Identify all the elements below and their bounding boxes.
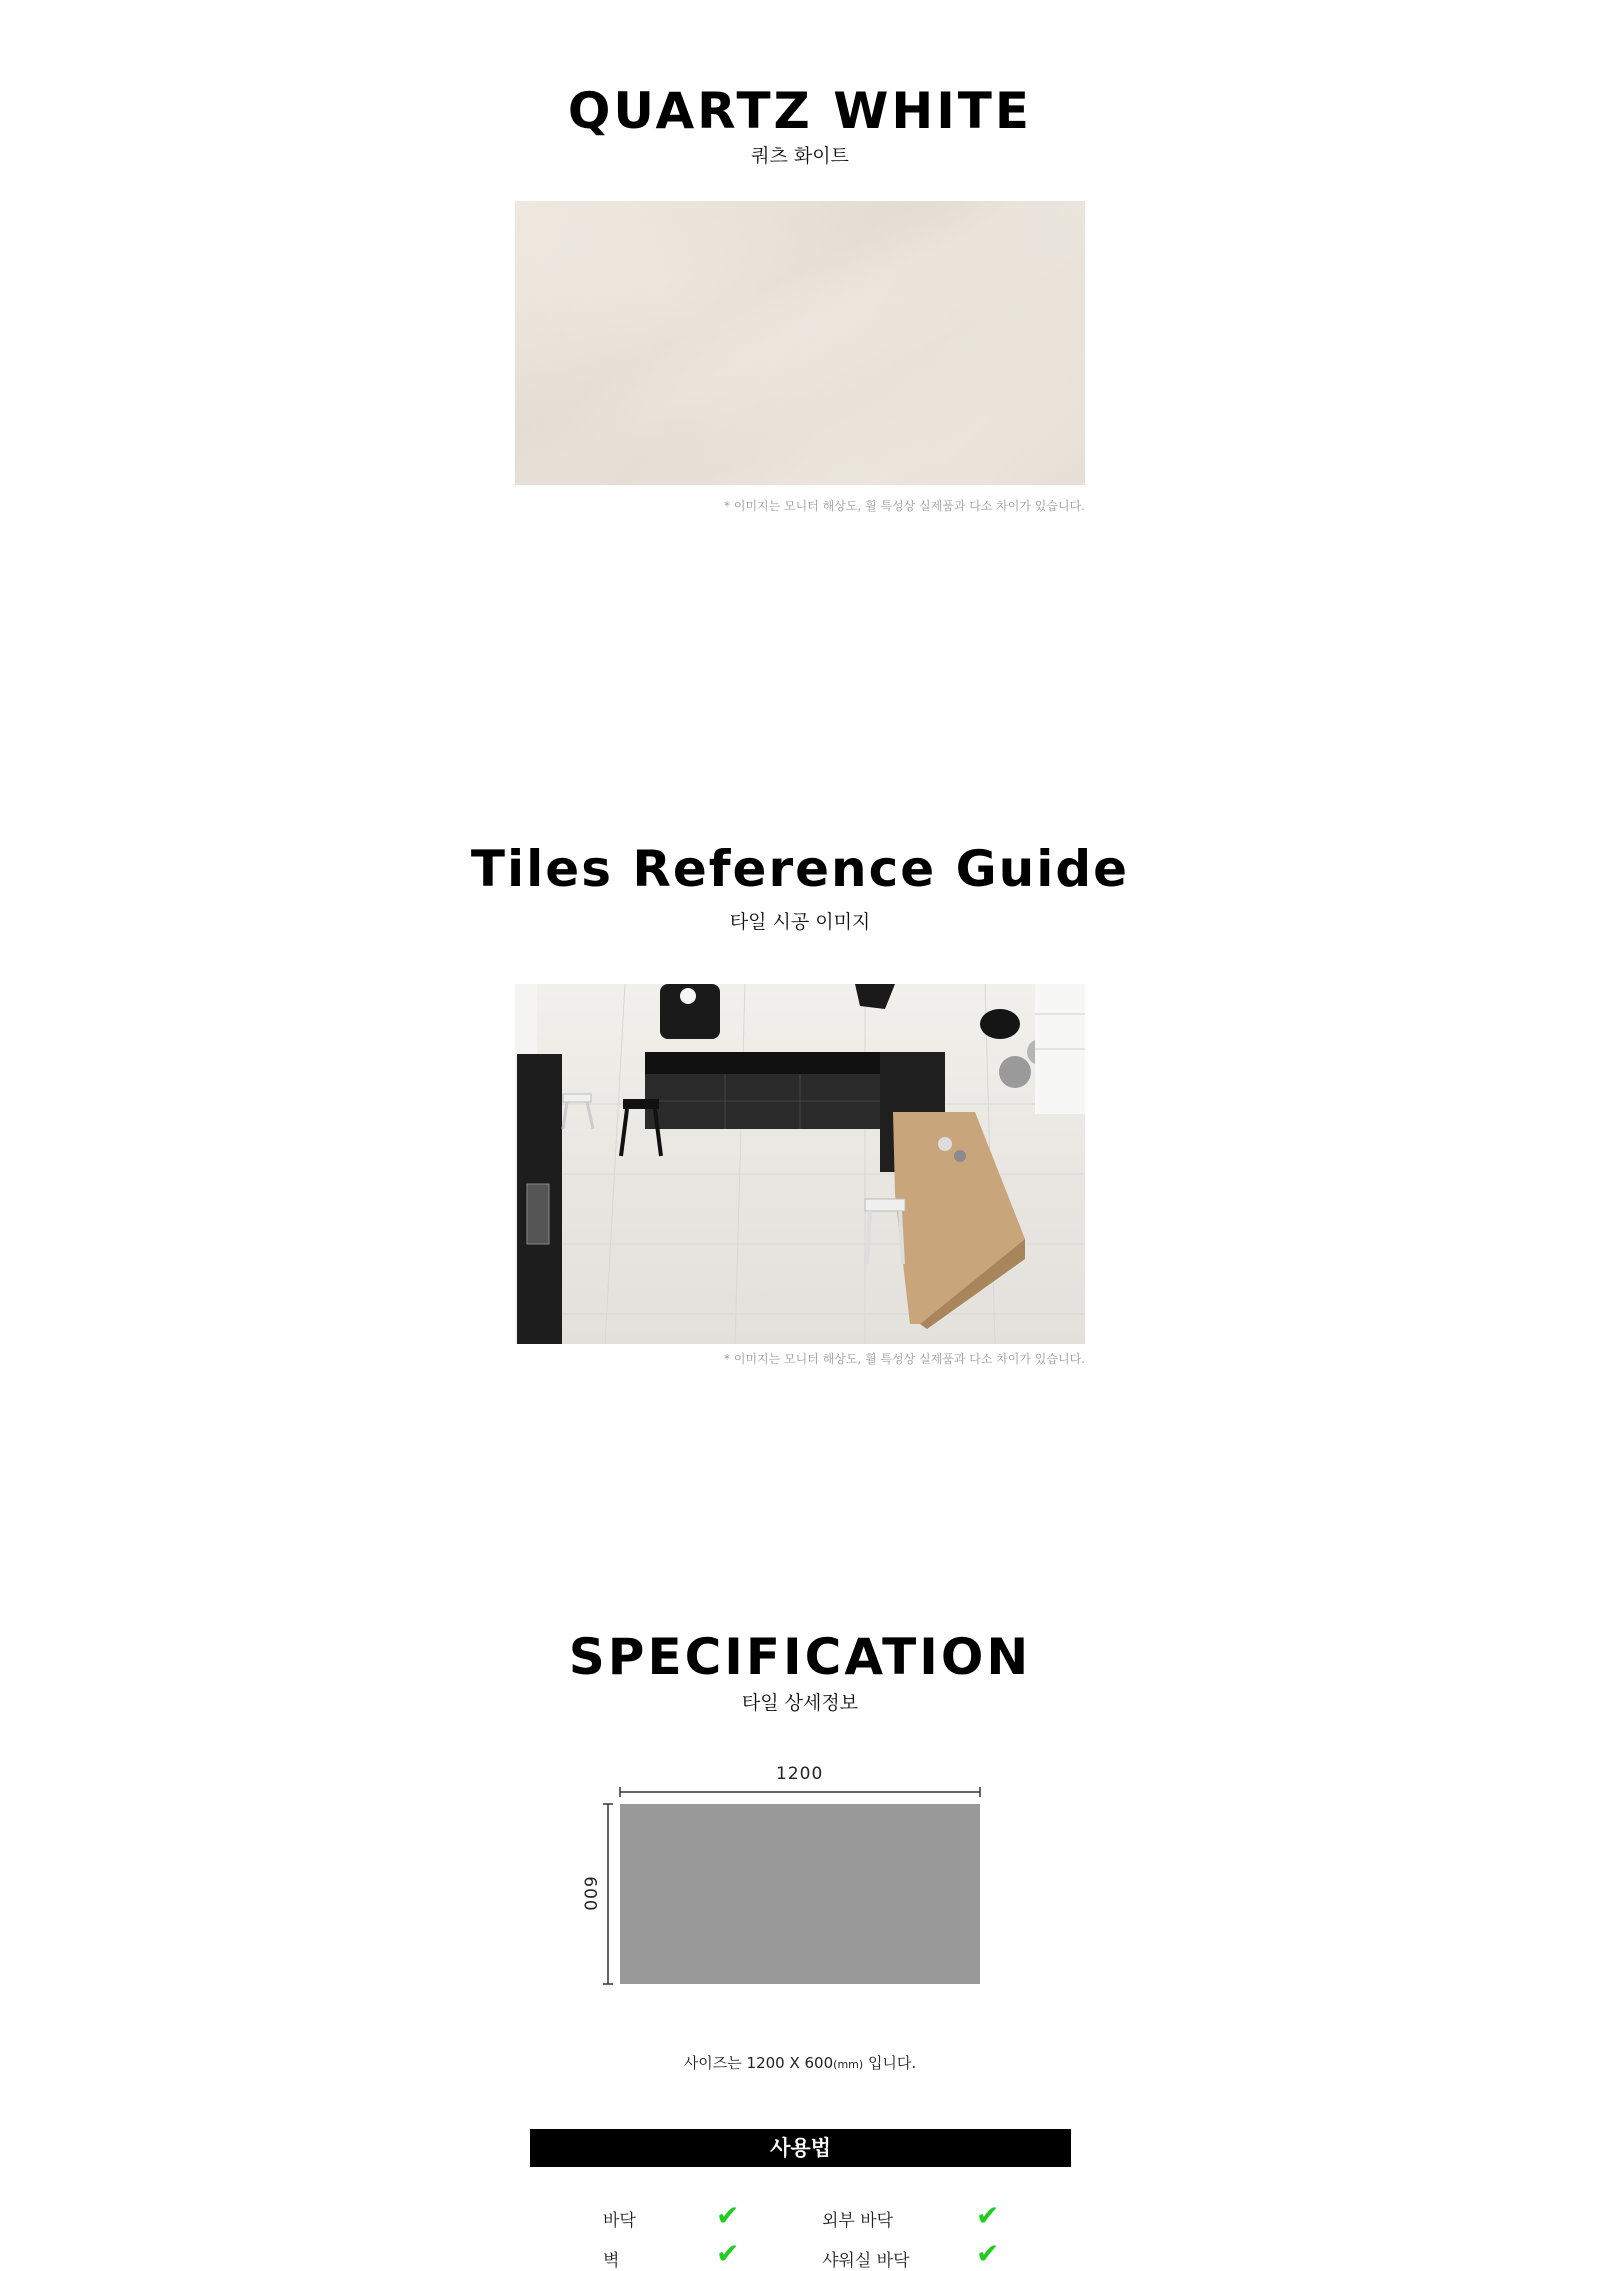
check-icon: ✔ [976,2199,1000,2232]
reference-image-note: * 이미지는 모니터 해상도, 휠 특성상 실제품과 다소 차이가 있습니다. [724,1352,1085,1366]
width-dimension-line [615,1786,985,1798]
tile-size-diagram [620,1804,980,1984]
tile-swatch-image [515,201,1085,485]
reference-title: Tiles Reference Guide [470,840,1130,898]
check-icon: ✔ [976,2237,1000,2270]
spec-height-label: 600 [579,1876,600,1912]
usage-item-floor-label: 바닥 [603,2211,636,2231]
spec-title: SPECIFICATION [568,1628,1032,1686]
usage-item-outdoor-floor-label: 외부 바닥 [822,2211,894,2231]
usage-item-shower-floor-label: 샤워실 바닥 [822,2251,910,2271]
usage-item-wall-label: 벽 [603,2251,620,2271]
product-image-note: * 이미지는 모니터 해상도, 휠 특성상 실제품과 다소 차이가 있습니다. [724,499,1085,513]
size-suffix: 입니다. [863,2054,917,2072]
usage-header: 사용법 [530,2129,1071,2167]
reference-room-image [515,984,1085,1344]
check-icon: ✔ [716,2237,740,2270]
reference-subtitle: 타일 시공 이미지 [729,911,871,933]
size-text: 사이즈는 1200 X 600 [683,2054,834,2072]
product-subtitle: 쿼츠 화이트 [751,145,849,167]
height-dimension-line [602,1799,614,1989]
spec-subtitle: 타일 상세정보 [741,1692,859,1714]
size-unit: (mm) [833,2058,864,2071]
product-title: QUARTZ WHITE [567,82,1033,140]
check-icon: ✔ [716,2199,740,2232]
size-description [0,2052,1600,2073]
spec-width-label: 1200 [776,1764,824,1784]
